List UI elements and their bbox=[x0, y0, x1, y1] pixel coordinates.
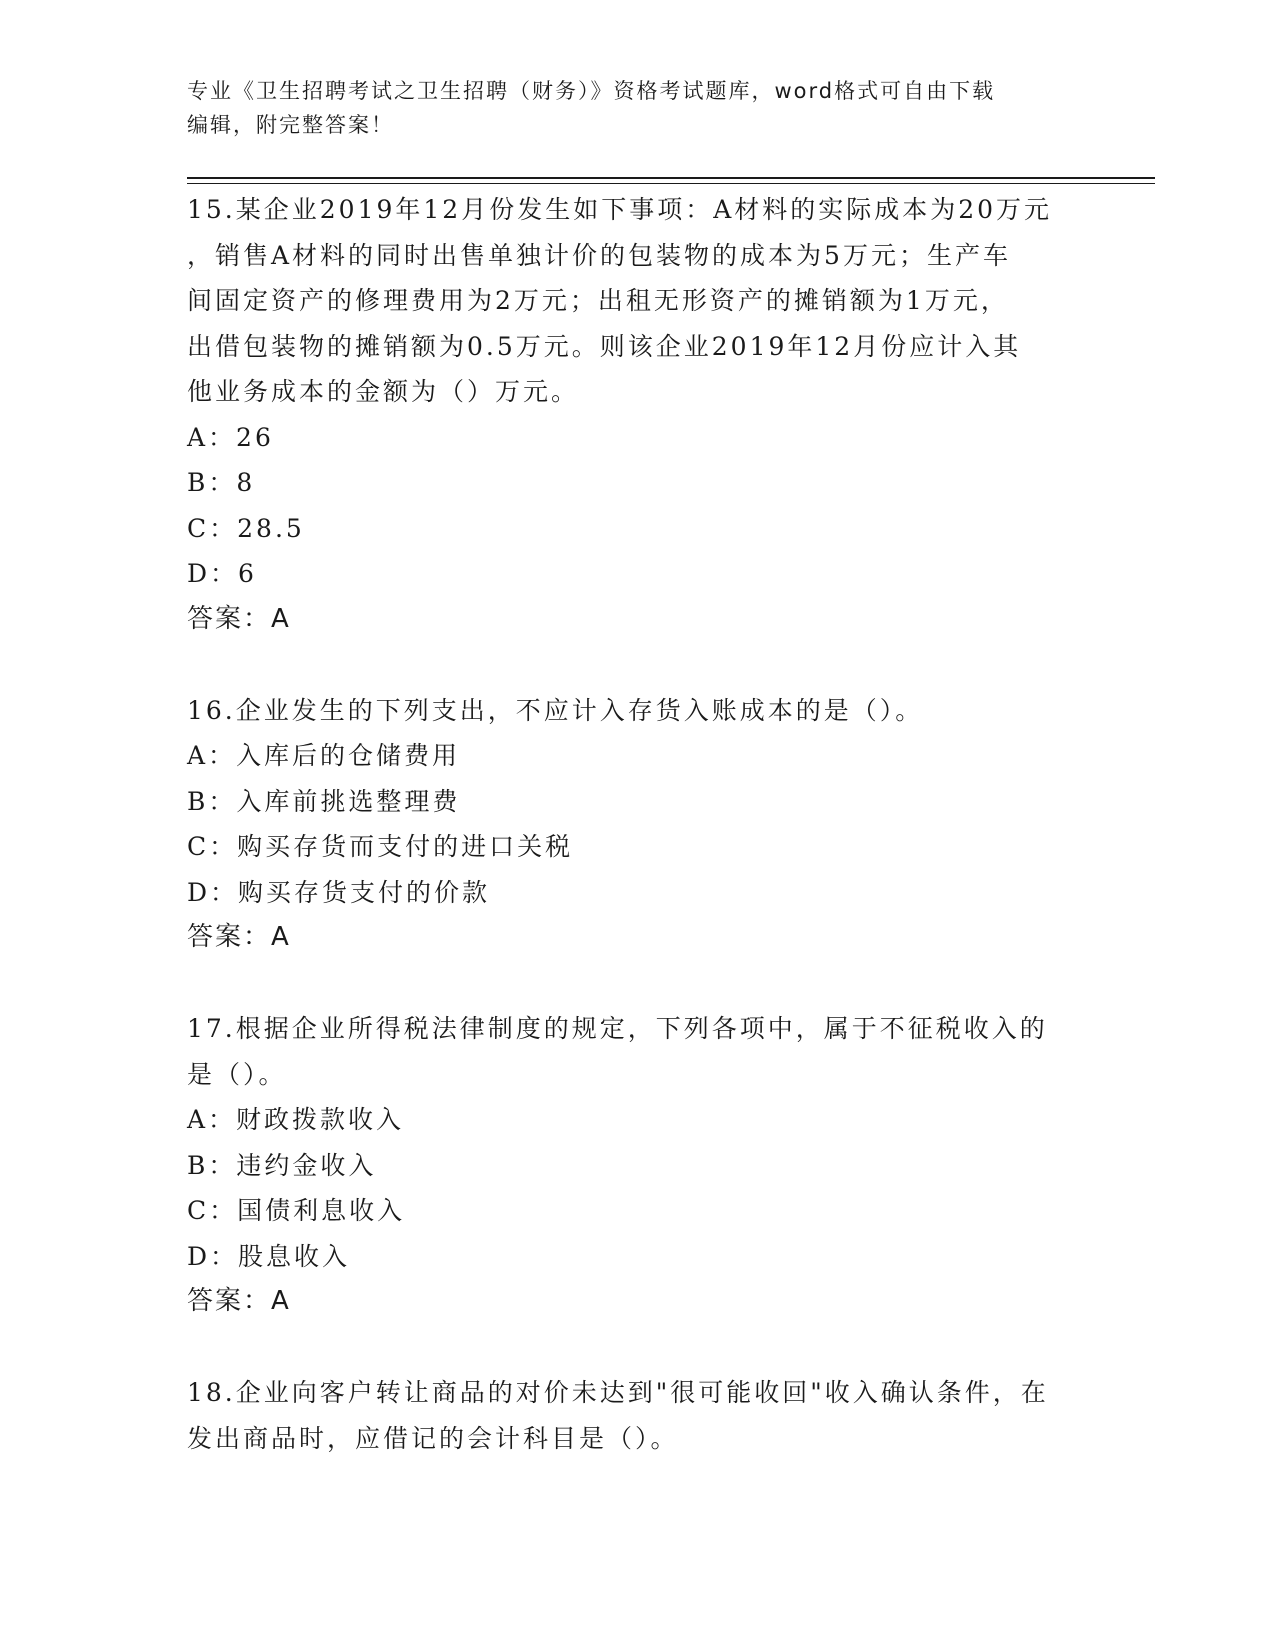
stem-line: 发出商品时，应借记的会计科目是（）。 bbox=[187, 1423, 679, 1453]
question-17 bbox=[187, 1006, 1087, 1325]
stem-line: 18.企业向客户转让商品的对价未达到"很可能收回"收入确认条件，在 bbox=[187, 1378, 1049, 1407]
option-d: D：购买存货支付的价款 bbox=[187, 877, 491, 907]
option-a: A：入库后的仓储费用 bbox=[187, 741, 461, 770]
stem-line: 间固定资产的修理费用为2万元；出租无形资产的摊销额为1万元， bbox=[187, 286, 1009, 315]
question-16 bbox=[187, 688, 1087, 961]
option-b: B：违约金收入 bbox=[187, 1150, 377, 1180]
header-divider-thin bbox=[187, 183, 1155, 184]
question-stem bbox=[187, 1370, 1087, 1461]
option-b: B：8 bbox=[187, 468, 256, 497]
question-stem bbox=[187, 187, 1087, 415]
header-divider-thick bbox=[187, 177, 1155, 179]
question-stem bbox=[187, 688, 1087, 734]
question-list bbox=[187, 187, 1087, 1461]
stem-line: 17.根据企业所得税法律制度的规定，下列各项中，属于不征税收入的 bbox=[187, 1014, 1048, 1043]
question-15 bbox=[187, 187, 1087, 642]
document-header bbox=[187, 74, 1087, 142]
answer-label: 答案：A bbox=[187, 603, 291, 634]
stem-line: 16.企业发生的下列支出，不应计入存货入账成本的是（）。 bbox=[187, 695, 924, 725]
option-c: C：购买存货而支付的进口关税 bbox=[187, 832, 574, 861]
header-line-2: 编辑，附完整答案！ bbox=[187, 113, 394, 137]
question-spacer bbox=[187, 961, 1087, 1007]
option-c: C：国债利息收入 bbox=[187, 1196, 406, 1225]
question-spacer bbox=[187, 1325, 1087, 1371]
header-line-1: 专业《卫生招聘考试之卫生招聘（财务）》资格考试题库，word格式可自由下载 bbox=[187, 79, 996, 103]
question-stem bbox=[187, 1006, 1087, 1097]
option-d: D：6 bbox=[187, 559, 257, 588]
stem-line: 是（）。 bbox=[187, 1059, 287, 1089]
stem-line: ，销售A材料的同时出售单独计价的包装物的成本为5万元；生产车 bbox=[187, 240, 1011, 270]
option-c: C：28.5 bbox=[187, 513, 305, 543]
stem-line: 15.某企业2019年12月份发生如下事项：A材料的实际成本为20万元 bbox=[187, 195, 1053, 224]
stem-line: 他业务成本的金额为（）万元。 bbox=[187, 377, 580, 406]
stem-line: 出借包装物的摊销额为0.5万元。则该企业2019年12月份应计入其 bbox=[187, 331, 1022, 361]
option-d: D：股息收入 bbox=[187, 1241, 351, 1271]
option-a: A：26 bbox=[187, 422, 274, 452]
option-a: A：财政拨款收入 bbox=[187, 1105, 405, 1134]
question-spacer bbox=[187, 642, 1087, 688]
question-18 bbox=[187, 1370, 1087, 1461]
answer-label: 答案：A bbox=[187, 922, 291, 952]
option-b: B：入库前挑选整理费 bbox=[187, 786, 461, 816]
answer-label: 答案：A bbox=[187, 1286, 291, 1316]
